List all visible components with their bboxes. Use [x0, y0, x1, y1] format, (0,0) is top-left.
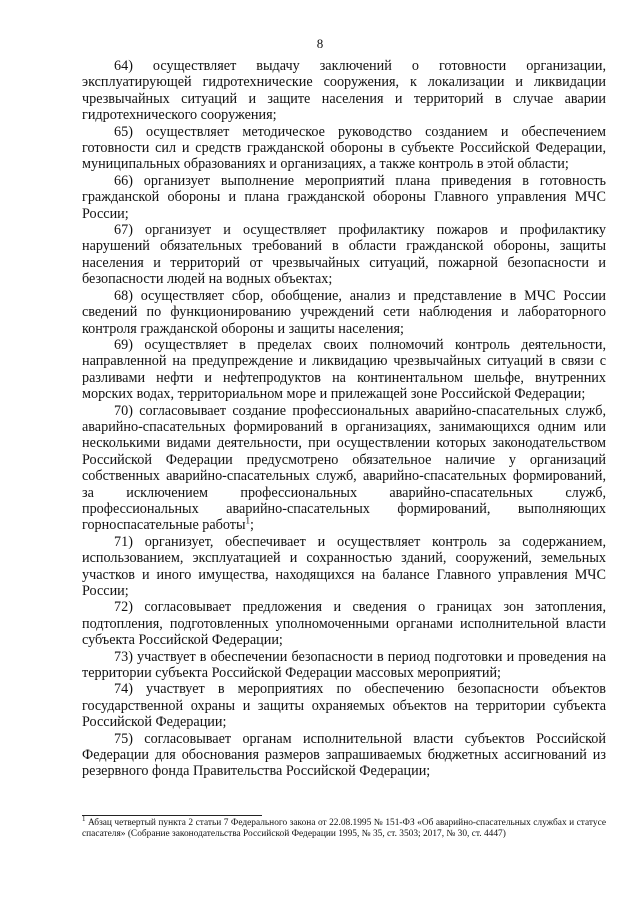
paragraph-66: 66) организует выполнение мероприятий плана приведения в готовность гражданской обороны и плана гражданской обороны Главного управления МЧС России; — [82, 172, 606, 222]
paragraph-67: 67) организует и осуществляет профилактику пожаров и профилактику нарушений обязательных требований в области гражданской обороны, защиты населения и территорий от чрезвычайных ситуаций, пожарной безопасности и безопасности людей на водных объектах; — [82, 222, 606, 288]
paragraph-70: 70) согласовывает создание профессиональных аварийно-спасательных служб, аварийно-спасательных формирований в организациях, занимающихся одним или несколькими видами деятельности, при осуществлении которых законодательством Российской Федерации предусмотрено обязательное наличие у организаций собственных аварийно-спасательных служб, аварийно-спасательных формирований, за исключением профессиональных аварийно-спасательных служб, профессиональных аварийно-спасательных формирований, выполняющих горноспасательные работы$^1$; — [82, 402, 606, 534]
paragraph-71: 71) организует, обеспечивает и осуществляет контроль за содержанием, использованием, эксплуатацией и сохранностью зданий, сооружений, земельных участков и иного имущества, находящихся на балансе Главного управления МЧС России; — [82, 533, 606, 599]
footnote-text: Абзац четвертый пункта 2 статьи 7 Федерального закона от 22.08.1995 № 151-ФЗ «Об аварийно-спасательных службах и статусе спасателя» (Собрание законодательства Российской Федерации 1995, № 35, ст. 3503; 2017, № 30, ст. 4447) — [82, 818, 607, 839]
footnote-reference[interactable]: 1 — [245, 515, 251, 526]
paragraph-68: 68) осуществляет сбор, обобщение, анализ и представление в МЧС России сведений по функционированию учреждений сети наблюдения и лабораторного контроля гражданской обороны и защиты населения; — [82, 287, 606, 337]
footnote-marker: 1 — [82, 814, 86, 823]
paragraph-65: 65) осуществляет методическое руководство созданием и обеспечением готовности сил и средств гражданской обороны в субъекте Российской Федерации, муниципальных образованиях и организациях, а также контроль в этой области; — [82, 123, 606, 173]
paragraph-73: 73) участвует в обеспечении безопасности в период подготовки и проведения на территории субъекта Российской Федерации массовых мероприятий; — [82, 648, 606, 682]
footnote — [82, 814, 607, 839]
paragraph-74: 74) участвует в мероприятиях по обеспечению безопасности объектов государственной охраны и защиты охраняемых объектов на территории субъекта Российской Федерации; — [82, 681, 606, 731]
page-number: 8 — [316, 36, 324, 51]
document-body — [82, 58, 606, 780]
paragraph-75: 75) согласовывает органам исполнительной власти субъектов Российской Федерации для обоснования размеров запрашиваемых бюджетных ассигнований из резервного фонда Правительства Российской Федерации; — [82, 730, 606, 780]
footnote-separator — [82, 815, 262, 816]
paragraph-72: 72) согласовывает предложения и сведения о границах зон затопления, подтопления, подготовленных уполномоченными органами исполнительной власти субъекта Российской Федерации; — [82, 599, 606, 649]
paragraph-64: 64) осуществляет выдачу заключений о готовности организации, эксплуатирующей гидротехнические сооружения, к локализации и ликвидации чрезвычайных ситуаций и защите населения и территорий в случае аварии гидротехнического сооружения; — [82, 58, 606, 124]
paragraph-69: 69) осуществляет в пределах своих полномочий контроль деятельности, направленной на предупреждение и ликвидацию чрезвычайных ситуаций в связи с разливами нефти и нефтепродуктов на континентальном шельфе, внутренних морских водах, территориальном море и прилежащей зоне Российской Федерации; — [82, 336, 606, 403]
